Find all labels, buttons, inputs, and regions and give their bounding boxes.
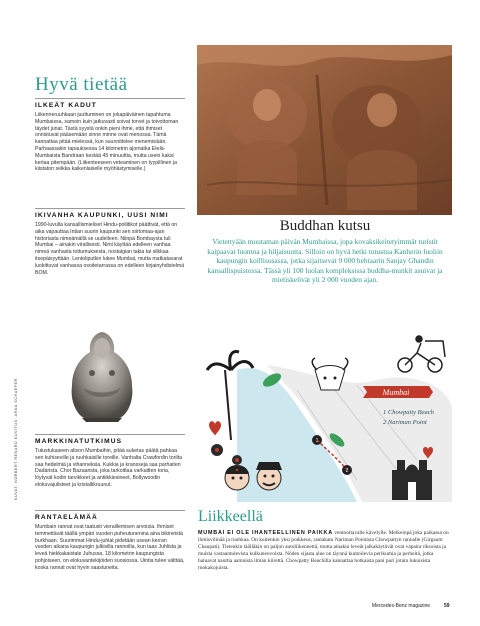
bottom-lead: MUMBAI EI OLE IHANTEELLINEN PAIKKA [198,530,333,536]
footer-page-number: 59 [444,603,450,609]
bottom-title: Liikkeellä [198,508,263,525]
section-body: 1990-luvulla kansallismieliset Hindu-poliitikot päättivät, että on aika vapauttaa Intian suurin kaupunki sen siirtomaa-ajan historiasta nimeämällä se uudelleen. Niinpä Bombaysta tuli Mumbai – ainakin virallisesti. Nimi käyttää edelleen vanhaa nimeä vanhasta tottumuksesta, nostalgian takia tai silkkaa itsepäisyyttään. Lentoliputkin lukee Mumbai, mutta matkatavarat luokittuvat vanhassa osoitetarrassa on edelleen kirjainyhdistelmä BOM. [35,222,185,276]
photo-credit: KUVAT: NORBERT RENARD KUVITUS: ARNA SCHAEFER [14,378,18,500]
section-heading: ILKEÄT KADUT [35,98,185,109]
section-heading: RANTAELÄMÄÄ [35,510,185,521]
section-heading: IKIVANHA KAUPUNKI, UUSI NIMI [35,208,185,219]
map-item-2: 2 Nariman Point [383,419,427,426]
section-kaupunki [35,208,185,276]
buddha-statue-image [62,328,142,423]
section-title: Hyvä tietää [35,74,128,95]
bottom-text: ventoottavalle kävelylle. Melkeinpä joka paikassa on ihmisvilinää ja ruuhkaa. On kuitenkin yksi poikkeus, rantakatu Nariman Pointista Chowpattyn rannalle (Girgaum Chaupati). Tietenkin täälläkin on paljon autoliikennettä, mutta ainakin leveät jalkakäytävät ovat vapaita riksoista ja muista vastaantulevista kulkuneuvoista. Nöden sijasta alue on täynnä kuntoilevia perikumia ja perheitä, jotka haluavat nauttia aamuista ilman kiirettä. Chowpatty Beachilla kannattaa hotkaista pani puri jotain lukuisista ruokakojuista. [198,530,449,571]
buddha-title: Buddhan kutsu [279,218,371,234]
section-body: Mumbain rannat ovat taatusti vieraillemisen arvoisia. Ihmiset temmettävät täällä ympäri vuoden puheutunenina aina bikineistä burkhaan. Suurimmat Hindu-juhlat pidetään usean kerran vuoden aikana kaupungin julkisilla rannoilla, kun taas Juhlista ja leveä hiekkakaistale Juhussa, 18 kilometrin kaupungista pohjoiseen, on elokuvantekijöiden suosiossa. Uintia tulee välttää, koska rannat ovat hyvin saastuneita. [35,524,185,571]
map-item-1: 1 Chowpatty Beach [383,409,434,416]
bottom-paragraph [198,530,452,572]
section-heading: MARKKINATUTKIMUS [35,434,185,445]
map-marker-1: 1 [315,438,319,444]
buddha-text: Vietettyään muutaman päivän Mumbaissa, jopa kovaksikeitetyimmät turistit kaipaavat luontoa ja hiljaisuutta. Silloin on hyvä hetki tutustua Kanherin luoliin kaupungin koillisosassa, jotka sijaitsevat 9 000 hehtaarin Sanjay Ghandin kansallispuistossa. Tässä yli 100 luolan kompleksissa buddha-munkit asuivat ja mietiskelivät yli 2 000 vuoden ajan. [207,237,443,285]
section-body: Liikenneruuhkaan juuttuminen on jokapäiväinen tapahtuma Mumbaissa, samoin kuin jatkuvasti soivat torvet ja toivottoman täydet junat. Tästä syystä onkin pieni ihme, että ihmiset onnistuvat pääsemään sinne minne ovat menossa. Tämä kannattaa pitää mielessä, kun suunnittelee menemisiään. Parhaassakin tapauksessa 14 kilometrin ajomatka Etelä-Mumbaista Bandraan kestää 45 minuuttia, mutta usein kaksi kertaa pitempään. (Liikenteeseen veteaminen on tyypillinen ja kiistaton seikka kaikenlaiselle myöhästymiselle.) [35,112,179,173]
cave-carving-photo [197,45,452,215]
section-kadut [35,98,185,173]
footer-magazine: Mercedes-Benz magazine [372,603,431,609]
section-markkina [35,434,185,489]
map-banner: Mumbai [382,388,410,397]
section-ranta [35,510,185,572]
section-body: Tutustukaseen alison Mumbaihin, pitää suketas päätä pahkaa sen kuhiseville ja ruuhkaisille toreille. Vanhalta Crawfordin torilta saa hedelmiä ja vihanneksia. Kukkia ja kransseja saa parhaiten Dadarista. Chor Bazaarista, joka tarkoittaa varkaitten toria, löytyvät kodin tarvikkeet ja antiikkiesineet, Bollywoodin elokuvajulisteet ja kristallikruunut. [35,448,182,488]
map-marker-2: 2 [345,468,349,474]
mumbai-map-illustration [197,330,452,502]
